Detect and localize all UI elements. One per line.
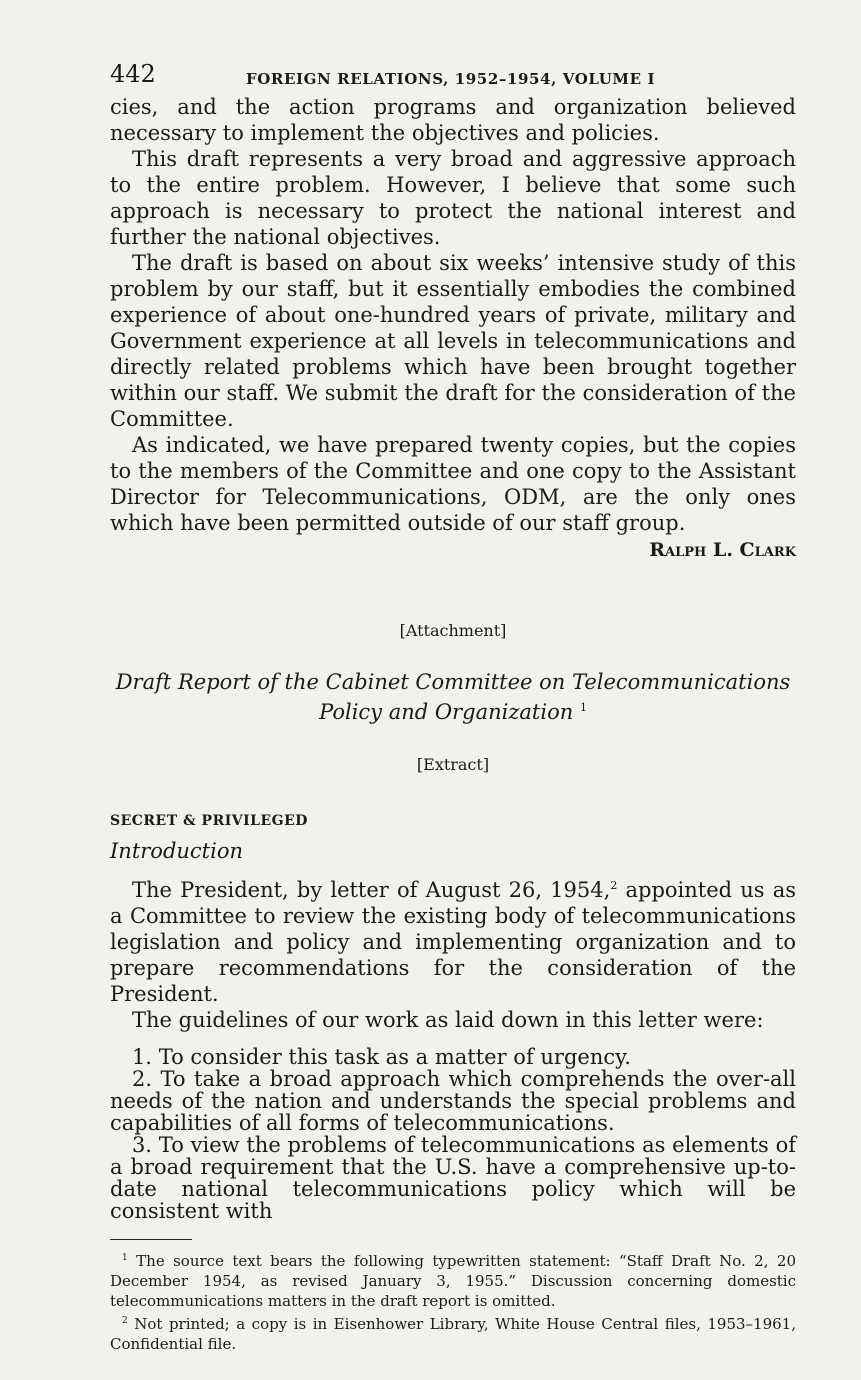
guidelines-list: [110, 1046, 796, 1222]
running-title: FOREIGN RELATIONS, 1952–1954, VOLUME I: [246, 70, 656, 88]
footnotes: [110, 1248, 796, 1354]
list-item: 2. To take a broad approach which comprehends the over-all needs of the nation and understands the special problems and capabilities of all forms of telecommunications.: [110, 1067, 796, 1135]
list-item: 3. To view the problems of telecommunications as elements of a broad requirement that the U.S. have a comprehensive up-to-date national telecommunications policy which will be consistent with: [110, 1133, 796, 1223]
section-heading: Introduction: [110, 839, 243, 863]
document-page: [110, 58, 796, 1354]
intro-paragraph: [110, 873, 796, 1007]
extract-label: [Extract]: [416, 755, 490, 774]
report-title: [110, 669, 796, 725]
footnote-ref[interactable]: 1: [579, 701, 587, 714]
classification-label: SECRET & PRIVILEGED: [110, 813, 308, 829]
intro-text-end: appointed us as a Committee to review the existing body of telecommunications legislation and policy and implementing organization and to prepare recommendations for the consideration of the President.: [110, 878, 796, 1006]
letter-paragraph: The draft is based on about six weeks’ intensive study of this problem by our staff, but it essentially embodies the combined experience of about one-hundred years of private, military and Government experience at all levels in telecommunications and directly related problems which have been brought together within our staff. We submit the draft for the consideration of the Committee.: [110, 251, 796, 431]
guidelines-intro: The guidelines of our work as laid down in this letter were:: [132, 1008, 764, 1032]
letter-body: [110, 94, 796, 561]
footnote-text: The source text bears the following typewritten statement: “Staff Draft No. 2, 20 December 1954, as revised January 3, 1955.” Discussion concerning domestic telecommunications matters in the draft report is omitted.: [110, 1252, 796, 1310]
footnote-mark: 1: [122, 1253, 128, 1263]
footnote-text: Not printed; a copy is in Eisenhower Library, White House Central files, 1953–1961, Confidential file.: [110, 1315, 796, 1353]
footnote: [110, 1311, 796, 1354]
letter-paragraph: cies, and the action programs and organization believed necessary to implement the objectives and policies.: [110, 95, 796, 145]
footnote-divider: [110, 1239, 192, 1240]
footnote: [110, 1248, 796, 1311]
report-title-line-1: Draft Report of the Cabinet Committee on Telecommunications: [115, 670, 791, 694]
letter-paragraph: This draft represents a very broad and aggressive approach to the entire problem. However, I believe that some such approach is necessary to protect the national interest and further the national objectives.: [110, 147, 796, 249]
footnote-ref[interactable]: 2: [610, 879, 618, 892]
running-head: [110, 58, 796, 94]
attachment-label: [Attachment]: [399, 621, 507, 640]
page-number: 442: [110, 60, 156, 88]
letter-paragraph: As indicated, we have prepared twenty copies, but the copies to the members of the Committee and one copy to the Assistant Director for Telecommunications, ODM, are the only ones which have been permitted outside of our staff group.: [110, 433, 796, 535]
signature: Ralph L. Clark: [649, 539, 796, 561]
report-title-line-2: Policy and Organization: [319, 700, 574, 724]
intro-text-start: The President, by letter of August 26, 1954,: [132, 878, 611, 902]
footnote-mark: 2: [122, 1316, 128, 1326]
list-item: 1. To consider this task as a matter of urgency.: [132, 1045, 631, 1069]
